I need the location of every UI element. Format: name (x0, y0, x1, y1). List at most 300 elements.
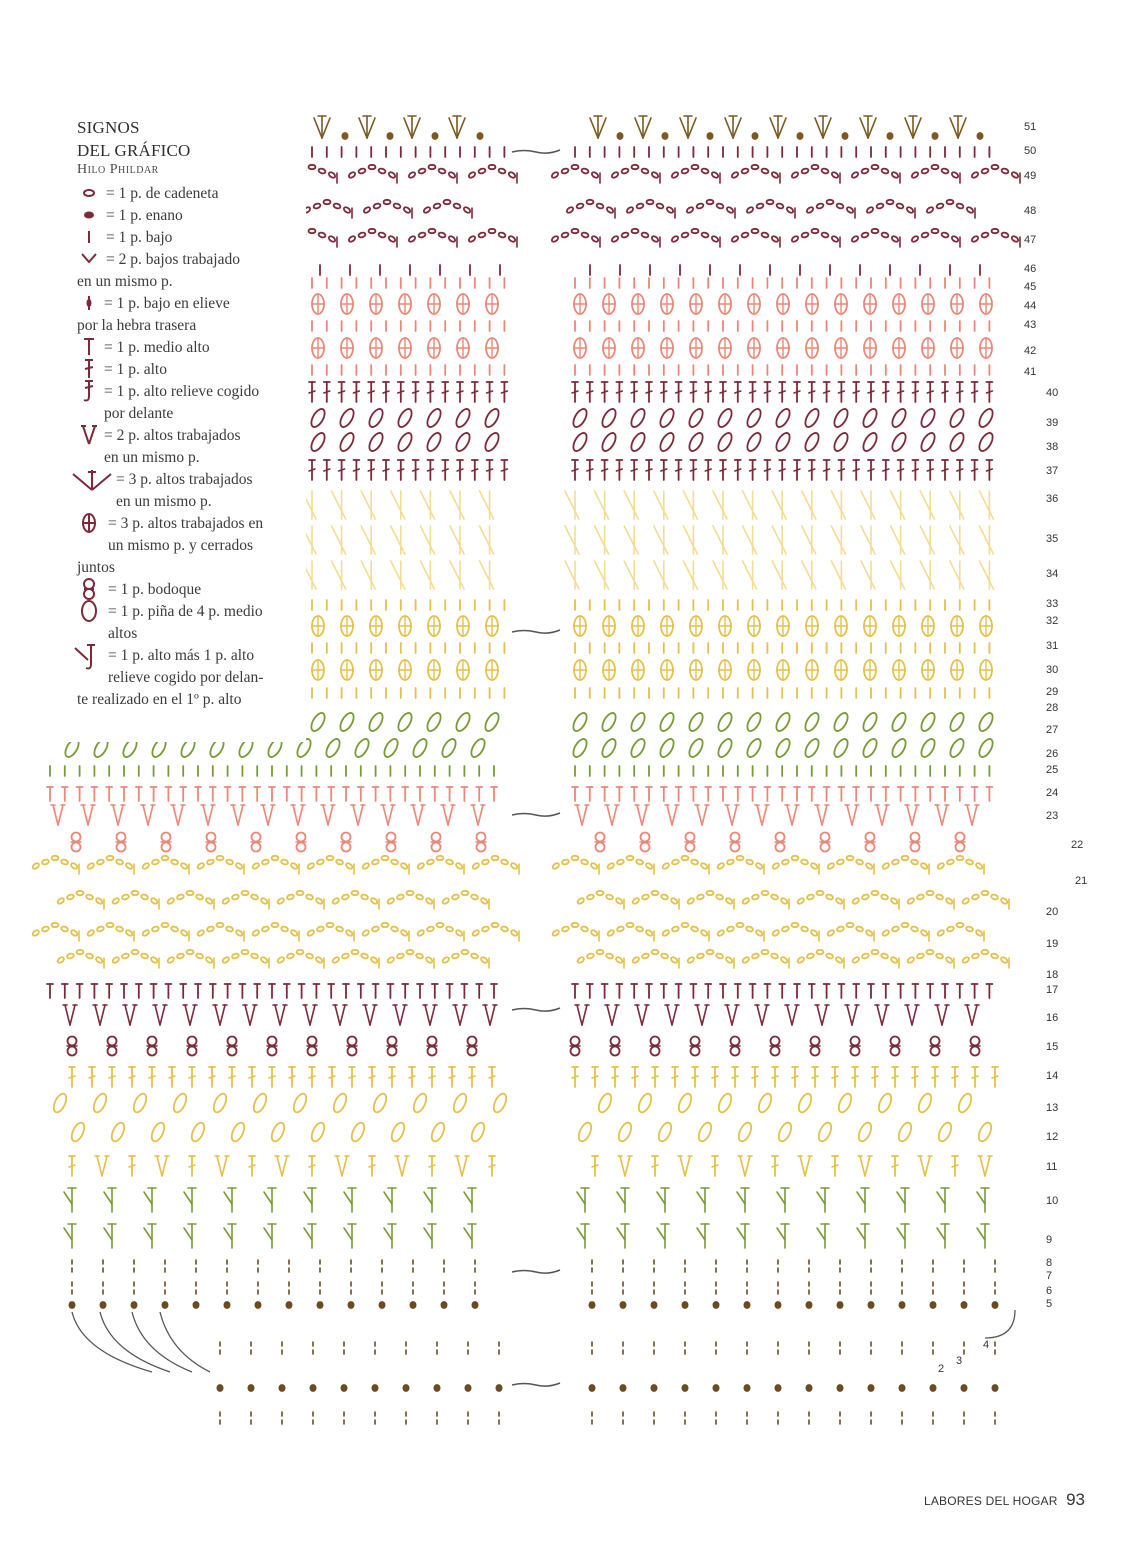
chain-stitch (455, 862, 463, 870)
chain-stitch (378, 232, 386, 238)
slip-stitch (403, 1385, 408, 1391)
slip-stitch (775, 1302, 780, 1308)
chain-stitch (941, 168, 949, 174)
fan-right (598, 118, 606, 138)
v-left (233, 805, 238, 825)
v-right (792, 805, 797, 825)
double-crochet-bar (69, 1076, 75, 1078)
puff-stitch (338, 407, 357, 429)
chain-stitch (632, 165, 639, 169)
puff-stitch (600, 431, 619, 453)
chain-stitch (590, 862, 598, 870)
chain-stitch (498, 232, 506, 238)
chain-stitch (812, 165, 819, 169)
double-crochet-bar (309, 469, 315, 471)
fpdc-stitch (802, 561, 816, 589)
puff-stitch (687, 711, 706, 733)
slip-stitch (589, 1385, 594, 1391)
row-number: 35 (1046, 533, 1059, 545)
chain-stitch (362, 862, 370, 870)
slip-stitch (496, 1385, 501, 1391)
chain-stitch (641, 953, 649, 959)
v-left (787, 805, 792, 825)
chain-stitch (700, 929, 708, 937)
chain-stitch (621, 168, 629, 174)
chain-stitch (881, 168, 889, 174)
chain-stitch (400, 862, 408, 870)
double-crochet-bar (764, 469, 770, 471)
double-crochet-bar (853, 469, 859, 471)
puff-stitch (656, 1121, 674, 1143)
double-crochet-bar (612, 1076, 618, 1078)
v-left (607, 805, 612, 825)
fpdc-cross (344, 1192, 352, 1204)
v-left (727, 805, 732, 825)
puff-stitch (832, 737, 851, 759)
chain-stitch (881, 953, 889, 959)
v-right (298, 805, 303, 825)
double-crochet-bar (898, 391, 904, 393)
bobble-bottom (72, 843, 81, 852)
double-crochet-bar (413, 391, 419, 393)
double-crochet-bar (409, 1076, 415, 1078)
chain-stitch (341, 894, 349, 900)
chain-stitch (252, 929, 260, 937)
chain-stitch (751, 894, 759, 900)
chain-stitch (716, 953, 724, 959)
fpdc-stitch (480, 561, 494, 589)
double-crochet-bar (349, 1076, 355, 1078)
fpdc-stitch (480, 491, 494, 519)
puff-stitch (309, 431, 328, 453)
v-right (912, 805, 917, 825)
fpdc-stitch (743, 561, 757, 589)
slip-stitch (472, 1302, 477, 1308)
legend-title-line2: DEL GRÁFICO (77, 141, 191, 160)
slip-stitch (775, 1385, 780, 1391)
row-number: 6 (1046, 1285, 1053, 1297)
puff-stitch (676, 1092, 694, 1114)
chain-stitch (771, 171, 779, 179)
chain-stitch (396, 953, 404, 959)
v-left (457, 1156, 462, 1176)
double-crochet-bar (852, 1076, 858, 1078)
chain-stitch (438, 232, 446, 238)
bobble-bottom (477, 843, 486, 852)
chain-stitch (1001, 168, 1009, 174)
puff-stitch (251, 1092, 269, 1114)
puff-stitch (696, 1121, 714, 1143)
chain-stitch (647, 200, 654, 204)
chain-stitch (651, 171, 659, 179)
chain-stitch (891, 926, 899, 932)
chain-stitch (371, 926, 379, 932)
v-right (340, 1005, 345, 1025)
chain-stitch (636, 926, 644, 932)
chain-stitch (95, 897, 103, 905)
slip-stitch (651, 1302, 656, 1308)
chain-stitch (272, 856, 279, 860)
fpdc-stitch (772, 526, 786, 554)
chain-stitch (707, 891, 714, 895)
v-right (762, 805, 767, 825)
v-left (667, 1005, 672, 1025)
v-right (100, 1005, 105, 1025)
v-left (337, 1156, 342, 1176)
slip-stitch (620, 1385, 625, 1391)
double-crochet-bar (779, 469, 785, 471)
chain-stitch (792, 856, 799, 860)
chain-stitch (911, 235, 919, 243)
chain-stitch (446, 926, 454, 932)
v-right (160, 1005, 165, 1025)
slip-stitch (286, 1302, 291, 1308)
fpdc-cross (384, 1192, 392, 1204)
chain-stitch (791, 235, 799, 243)
chain-stitch (501, 926, 509, 932)
chain-stitch (771, 953, 779, 959)
chain-stitch (817, 950, 824, 954)
slip-stitch (744, 1302, 749, 1308)
bobble-bottom (911, 843, 920, 852)
v-left (607, 1005, 612, 1025)
bobble-top (432, 833, 441, 842)
v-left (937, 805, 942, 825)
chain-stitch (632, 229, 639, 233)
bobble-bottom (188, 1047, 197, 1056)
double-crochet-bar (383, 391, 389, 393)
chain-stitch (882, 862, 890, 870)
fpdc-stitch (891, 561, 905, 589)
chain-stitch (716, 203, 724, 209)
chain-stitch (32, 862, 40, 870)
v-left (757, 805, 762, 825)
chain-stitch (636, 859, 644, 865)
v-left (697, 1005, 702, 1025)
chain-stitch (907, 956, 915, 964)
v-left (980, 1156, 985, 1176)
chain-stitch (1000, 956, 1008, 964)
chain-stitch (324, 200, 331, 204)
v-right (148, 805, 153, 825)
chain-stitch (755, 862, 763, 870)
chain-stitch (687, 897, 695, 905)
chain-stitch (290, 929, 298, 937)
chain-stitch (691, 859, 699, 865)
v-left (800, 1156, 805, 1176)
legend-item-text: altos (108, 625, 138, 642)
double-crochet-bar (572, 469, 578, 471)
v-left (413, 805, 418, 825)
chain-stitch (746, 926, 754, 932)
v-right (582, 1005, 587, 1025)
v-right (882, 1005, 887, 1025)
slip-stitch (162, 1302, 167, 1308)
v-left (680, 1156, 685, 1176)
chain-stitch (991, 953, 999, 959)
chain-stitch (561, 168, 569, 174)
chain-stitch (771, 235, 779, 243)
double-crochet-bar (838, 391, 844, 393)
chain-stitch (426, 859, 434, 865)
fan-left (770, 118, 778, 138)
row-number: 47 (1024, 234, 1037, 246)
row-number: 41 (1024, 366, 1037, 378)
double-crochet-bar (690, 469, 696, 471)
fpdc-cross (617, 1228, 625, 1240)
puff-stitch (977, 407, 996, 429)
chain-stitch (576, 203, 584, 209)
double-crochet-bar (705, 391, 711, 393)
chain-stitch (423, 206, 431, 214)
chain-stitch (597, 950, 604, 954)
chain-stitch (235, 929, 243, 937)
double-crochet-bar (892, 1076, 898, 1078)
bobble-bottom (108, 1047, 117, 1056)
slip-stitch (662, 133, 667, 139)
v-right (282, 1156, 287, 1176)
fan-left (905, 118, 913, 138)
chain-stitch (636, 203, 644, 209)
chain-stitch (966, 206, 974, 214)
chain-stitch (510, 862, 518, 870)
bobble-top (866, 833, 875, 842)
puff-stitch (803, 431, 822, 453)
chain-stitch (937, 929, 945, 937)
chain-stitch (982, 891, 989, 895)
chain-stitch (767, 200, 774, 204)
chain-stitch (891, 171, 899, 179)
puff-stitch (338, 431, 357, 453)
v-right (612, 805, 617, 825)
chain-stitch (865, 929, 873, 937)
fan-left (590, 118, 598, 138)
chain-stitch (472, 929, 480, 937)
puff-stitch (338, 711, 357, 733)
puff-stitch (745, 711, 764, 733)
bobble-top (477, 833, 486, 842)
double-crochet-bar (457, 469, 463, 471)
puff-stitch (948, 431, 967, 453)
row-number: 39 (1046, 417, 1059, 429)
chain-stitch (681, 232, 689, 238)
fan-left (359, 118, 367, 138)
chain-stitch (887, 200, 894, 204)
fan-left (680, 118, 688, 138)
fan-right (643, 118, 651, 138)
puff-stitch (389, 1121, 407, 1143)
chain-stitch (891, 235, 899, 243)
puff-stitch (483, 711, 502, 733)
fpdc-stitch (332, 491, 346, 519)
fpdc-stitch (802, 526, 816, 554)
row-number: 24 (1046, 787, 1059, 799)
bobble-top (731, 1037, 740, 1046)
fan-right (733, 118, 741, 138)
v-right (220, 1005, 225, 1025)
v-right (402, 1156, 407, 1176)
row-number: 36 (1046, 493, 1059, 505)
chain-stitch (726, 206, 734, 214)
chain-stitch (481, 859, 489, 865)
chain-stitch (615, 956, 623, 964)
bobble-bottom (956, 843, 965, 852)
chain-stitch (77, 950, 84, 954)
puff-stitch (91, 1092, 109, 1114)
chain-stitch (716, 894, 724, 900)
puff-stitch (454, 431, 473, 453)
fpdc-stitch (772, 491, 786, 519)
v-right (942, 805, 947, 825)
chain-stitch (418, 168, 426, 174)
double-crochet-bar (927, 391, 933, 393)
double-crochet-bar (398, 469, 404, 471)
chain-stitch (641, 894, 649, 900)
double-crochet-bar (912, 391, 918, 393)
v-left (263, 805, 268, 825)
double-crochet-bar (952, 1076, 958, 1078)
chain-stitch (936, 894, 944, 900)
slip-stitch (752, 133, 757, 139)
chain-stitch (552, 862, 560, 870)
bobble-bottom (268, 1047, 277, 1056)
chain-stitch (438, 168, 446, 174)
chain-stitch (272, 923, 279, 927)
chain-stitch (781, 926, 789, 932)
fpdc-cross (777, 1192, 785, 1204)
bobble-bottom (388, 1047, 397, 1056)
double-crochet-bar (457, 391, 463, 393)
chain-stitch (551, 171, 559, 179)
v-left (455, 1005, 460, 1025)
legend-title-line1: SIGNOS (77, 118, 140, 137)
chain-stitch (591, 171, 599, 179)
front-post-dc-icon (80, 380, 106, 410)
chain-stitch (835, 956, 843, 964)
chain-stitch (632, 897, 640, 905)
chain-stitch (481, 926, 489, 932)
chain-stitch (315, 897, 323, 905)
double-crochet-bar (449, 1076, 455, 1078)
fpdc-stitch (950, 491, 964, 519)
chain-stitch (187, 891, 194, 895)
puff-stitch (861, 407, 880, 429)
puff-stitch (861, 711, 880, 733)
chain-stitch (921, 232, 929, 238)
slip-stitch (465, 1385, 470, 1391)
chain-stitch (975, 929, 983, 937)
chain-stitch (801, 232, 809, 238)
chain-stitch (896, 203, 904, 209)
fan-left (635, 118, 643, 138)
chain-stitch (861, 232, 869, 238)
chain-stitch (927, 891, 934, 895)
chain-stitch (572, 923, 579, 927)
double-crochet-bar (427, 391, 433, 393)
v-right (118, 805, 123, 825)
bobble-top (611, 1037, 620, 1046)
puff-stitch (600, 737, 619, 759)
v-right (672, 805, 677, 825)
chain-stitch (251, 894, 259, 900)
chain-stitch (363, 206, 371, 214)
chain-stitch (142, 862, 150, 870)
chain-stitch (586, 894, 594, 900)
row-number: 8 (1046, 1257, 1053, 1269)
puff-stitch (756, 1092, 774, 1114)
v-left (53, 805, 58, 825)
chain-stitch (911, 926, 919, 932)
fan-right (868, 118, 876, 138)
fpdc-stitch (979, 491, 993, 519)
chain-stitch (222, 897, 230, 905)
chain-stitch (462, 950, 469, 954)
chain-stitch (451, 953, 459, 959)
bobble-bottom (691, 1047, 700, 1056)
chain-stitch (572, 856, 579, 860)
chain-stitch (597, 891, 604, 895)
chain-stitch (453, 203, 461, 209)
row-number: 30 (1046, 664, 1059, 676)
slip-stitch (992, 1385, 997, 1391)
v-right (238, 805, 243, 825)
chain-stitch (112, 897, 120, 905)
chain-stitch (508, 235, 516, 243)
bobble-bottom (297, 843, 306, 852)
legend-item-text: un mismo p. y cerrados (108, 537, 254, 554)
row-number: 13 (1046, 1102, 1059, 1114)
chain-stitch (810, 862, 818, 870)
chain-stitch (315, 956, 323, 964)
double-crochet-bar (661, 469, 667, 471)
chain-stitch (370, 956, 378, 964)
chain-stitch (591, 235, 599, 243)
chain-stitch (810, 929, 818, 937)
fpdc-stitch (861, 491, 875, 519)
chain-stitch (577, 897, 585, 905)
fpdc-stitch (683, 561, 697, 589)
chain-stitch (645, 929, 653, 937)
chain-stitch (671, 235, 679, 243)
chain-stitch (707, 200, 714, 204)
fpdc-stitch (624, 526, 638, 554)
chain-stitch (726, 859, 734, 865)
row-number: 31 (1046, 640, 1059, 652)
bobble-bottom (428, 1047, 437, 1056)
row-number: 51 (1024, 121, 1037, 133)
fpdc-stitch (891, 526, 905, 554)
slip-stitch (441, 1302, 446, 1308)
bobble-bottom (686, 843, 695, 852)
v-left (217, 1156, 222, 1176)
chain-stitch (425, 956, 433, 964)
slip-stitch (193, 1302, 198, 1308)
fpdc-cross (897, 1192, 905, 1204)
chain-stitch (801, 926, 809, 932)
puff-stitch (425, 431, 444, 453)
legend-item-text: = 1 p. piña de 4 p. medio (108, 603, 263, 620)
v-right (822, 805, 827, 825)
double-crochet-bar (672, 1076, 678, 1078)
slip-stitch (899, 1302, 904, 1308)
double-crochet-bar (489, 1165, 495, 1167)
fpdc-cross (344, 1228, 352, 1240)
double-crochet-bar (269, 1076, 275, 1078)
legend-item-text: = 1 p. alto relieve cogido (104, 383, 260, 400)
chain-stitch (772, 929, 780, 937)
puff-stitch (977, 737, 996, 759)
chain-stitch (328, 171, 336, 179)
